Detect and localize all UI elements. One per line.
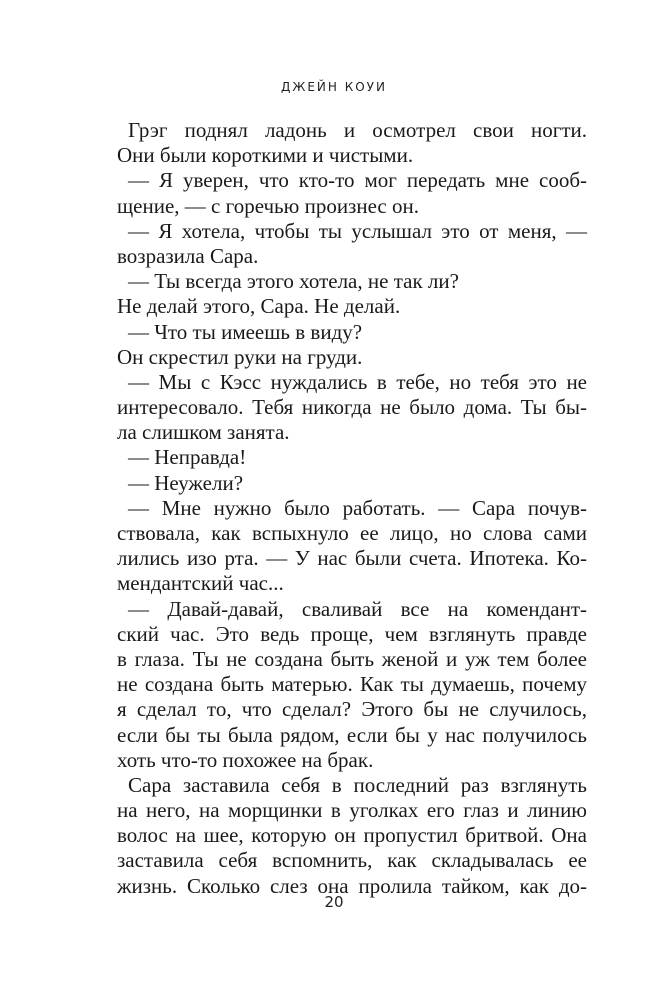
text-line: если бы ты была рядом, если бы у нас получилось	[117, 722, 587, 747]
text-line: волос на шее, которую он пропустил бритвой. Она	[117, 823, 587, 848]
text-line: — Неправда!	[128, 445, 247, 470]
text-line: — Давай-давай, сваливай все на комендант-	[128, 596, 587, 621]
text-line: не создана быть матерью. Как ты думаешь, почему	[117, 672, 587, 697]
text-line: Грэг поднял ладонь и осмотрел свои ногти.	[128, 118, 587, 142]
text-line: — Мы с Кэсс нуждались в тебе, но тебя это не	[128, 369, 587, 394]
text-line: возразила Сара.	[117, 243, 259, 268]
text-line: мендантский час...	[117, 571, 284, 596]
text-line: ский час. Это ведь проще, чем взглянуть правде	[117, 621, 587, 646]
text-line: лились изо рта. — У нас были счета. Ипотека. Ко-	[117, 546, 587, 571]
text-line: в глаза. Ты не создана быть женой и уж тем более	[117, 646, 587, 671]
text-line: — Ты всегда этого хотела, не так ли?	[128, 269, 459, 294]
text-line: — Я уверен, что кто-то мог передать мне сооб-	[128, 168, 587, 193]
text-line: Не делай этого, Сара. Не делай.	[117, 294, 401, 319]
running-head: ДЖЕЙН КОУИ	[281, 80, 387, 94]
text-line: Они были короткими и чистыми.	[117, 143, 414, 168]
text-line: ла слишком занята.	[117, 420, 290, 445]
text-line: — Неужели?	[128, 470, 244, 495]
page-number: 20	[324, 893, 344, 911]
body-text	[117, 118, 587, 899]
text-line: заставила себя вспомнить, как складывалась ее	[117, 848, 587, 873]
text-line: ствовала, как вспыхнуло ее лицо, но слова сами	[117, 521, 587, 545]
text-line: жизнь. Сколько слез она пролила тайком, как до-	[117, 873, 587, 898]
text-line: на него, на морщинки в уголках его глаз и линию	[117, 798, 587, 823]
text-line: Сара заставила себя в последний раз взглянуть	[128, 772, 587, 797]
text-line: — Я хотела, чтобы ты услышал это от меня, —	[128, 218, 587, 243]
text-line: щение, — с горечью произнес он.	[117, 193, 419, 218]
text-line: — Что ты имеешь в виду?	[128, 319, 363, 344]
text-line: Он скрестил руки на груди.	[117, 344, 363, 369]
text-line: интересовало. Тебя никогда не было дома. Ты бы-	[117, 395, 587, 420]
text-line: хоть что-то похожее на брак.	[117, 747, 374, 772]
text-line: я сделал то, что сделал? Этого бы не случилось,	[117, 697, 587, 722]
text-line: — Мне нужно было работать. — Сара почув-	[128, 495, 587, 520]
